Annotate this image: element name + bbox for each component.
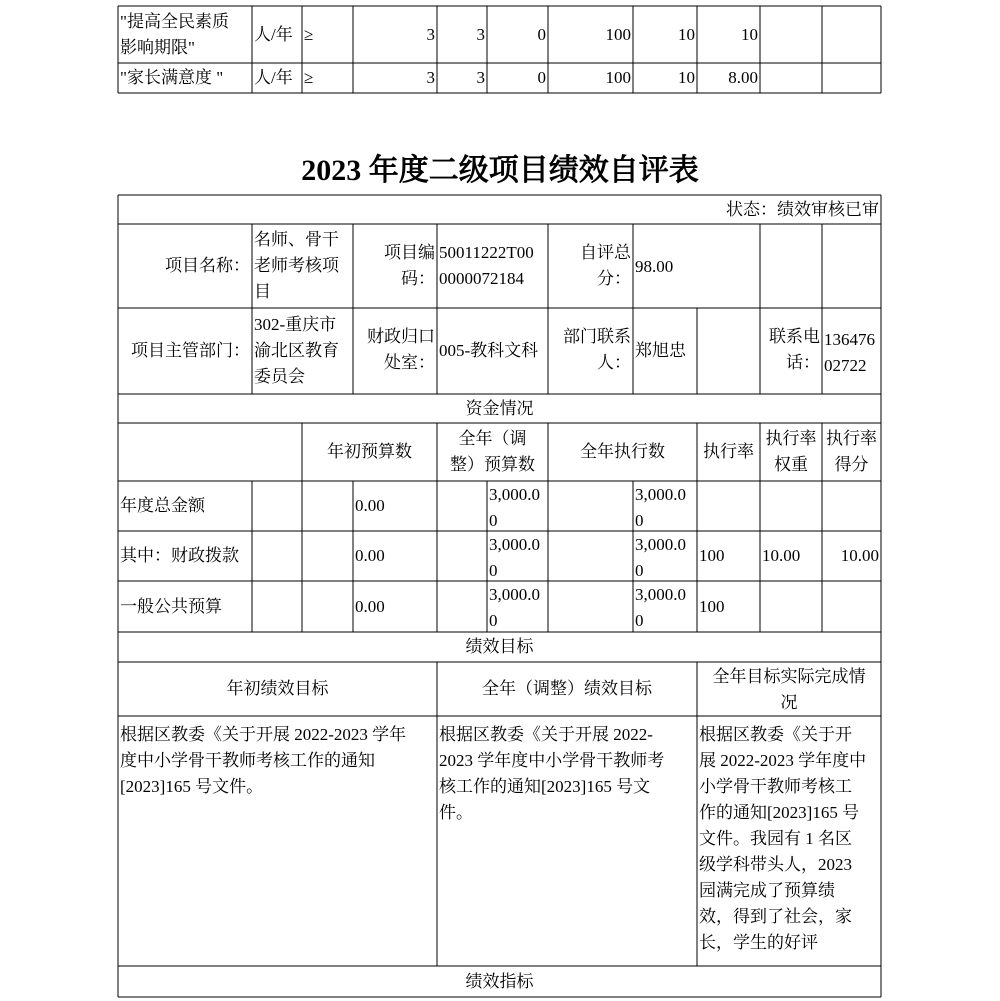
top-row1-op: ≥	[304, 25, 314, 44]
funds-row-adjusted: 3,000.0 0	[489, 585, 540, 630]
goals-header-adjusted: 全年（调整）绩效目标	[482, 679, 652, 698]
top-row1-v3: 0	[537, 25, 546, 44]
top-row2-op: ≥	[304, 68, 314, 87]
goals-text-adjusted: 根据区教委《关于开展 2022- 2023 学年度中小学骨干教师考 核工作的通知[2023]165 号文 件。	[439, 725, 665, 822]
top-row1-v6: 10	[741, 25, 758, 44]
funds-row-initial: 0.00	[355, 496, 385, 515]
funds-row-initial: 0.00	[355, 546, 385, 565]
self-score: 98.00	[635, 257, 674, 276]
status-label: 状态：绩效审核已审	[726, 200, 879, 219]
funds-header-executed: 全年执行数	[580, 442, 665, 461]
funds-header-weight: 执行率 权重	[765, 429, 817, 474]
funds-row-executed: 3,000.0 0	[635, 535, 686, 580]
top-row1-v2: 3	[476, 25, 485, 44]
funds-row-label: 一般公共预算	[120, 596, 222, 616]
finance-label: 财政归口 处室：	[367, 327, 435, 372]
dept-value: 302-重庆市 渝北区教育 委员会	[254, 315, 339, 386]
funds-row-adjusted: 3,000.0 0	[489, 535, 540, 580]
contact-value: 郑旭忠	[635, 341, 686, 360]
goals-text-initial: 根据区教委《关于开展 2022-2023 学年 度中小学骨干教师考核工作的通知 [2023]165 号文件。	[120, 725, 407, 796]
funds-row-adjusted: 3,000.0 0	[489, 485, 540, 530]
dept-label: 项目主管部门：	[131, 341, 250, 360]
project-name: 名师、骨干 老师考核项 目	[254, 230, 339, 301]
funds-row-label: 其中：财政拨款	[120, 546, 239, 565]
project-code-label: 项目编 码：	[384, 243, 435, 288]
goals-text-actual: 根据区教委《关于开 展 2022-2023 学年度中 小学骨干教师考核工 作的通知[2023]165 号 文件。我园有 1 名区 级学科带头人，2023 园满完成了预算绩 效，得到了社会，家 长，学生的好评	[699, 725, 867, 952]
phone-label: 联系电 话：	[769, 327, 820, 372]
funds-header-rate: 执行率	[703, 442, 754, 461]
top-row2-unit: 人/年	[254, 68, 293, 87]
top-row1-v1: 3	[426, 25, 435, 44]
project-code: 50011222T00 0000072184	[439, 243, 534, 288]
top-row1-v5: 10	[678, 25, 695, 44]
page-title: 2023 年度二级项目绩效自评表	[301, 154, 699, 187]
top-row1-name: "提高全民素质 影响期限"	[120, 12, 229, 57]
funds-row-score: 10.00	[840, 546, 879, 565]
top-row2-v3: 0	[537, 68, 546, 87]
funds-row-executed: 3,000.0 0	[635, 485, 686, 530]
goals-section-title: 绩效目标	[465, 637, 534, 656]
funds-row-initial: 0.00	[355, 596, 385, 616]
top-row2-v6: 8.00	[728, 68, 758, 87]
goals-header-initial: 年初绩效目标	[226, 679, 329, 698]
indicators-section-title: 绩效指标	[465, 971, 534, 991]
goals-header-actual: 全年目标实际完成情 况	[712, 667, 866, 712]
top-row2-v2: 3	[476, 68, 485, 87]
funds-header-adjusted: 全年（调 整）预算数	[450, 429, 535, 474]
top-row1-v4: 100	[605, 25, 631, 44]
funds-row-weight: 10.00	[762, 546, 801, 565]
phone-value: 136476 02722	[824, 330, 875, 375]
funds-header-initial: 年初预算数	[327, 442, 412, 461]
funds-header-score: 执行率 得分	[826, 429, 877, 474]
top-row2-v5: 10	[678, 68, 695, 87]
top-row2-v4: 100	[605, 68, 631, 87]
self-score-label: 自评总 分：	[580, 243, 631, 288]
top-row1-unit: 人/年	[254, 25, 293, 44]
funds-row-rate: 100	[699, 546, 725, 565]
top-row2-v1: 3	[426, 68, 435, 87]
funds-row-label: 年度总金额	[120, 496, 205, 515]
contact-label: 部门联系 人：	[563, 327, 631, 372]
funds-row-rate: 100	[699, 596, 725, 616]
funds-row-executed: 3,000.0 0	[635, 585, 686, 630]
finance-value: 005-教科文科	[439, 341, 539, 360]
top-row2-name: "家长满意度 "	[120, 68, 224, 87]
funds-section-title: 资金情况	[465, 398, 534, 418]
project-name-label: 项目名称：	[165, 256, 250, 275]
